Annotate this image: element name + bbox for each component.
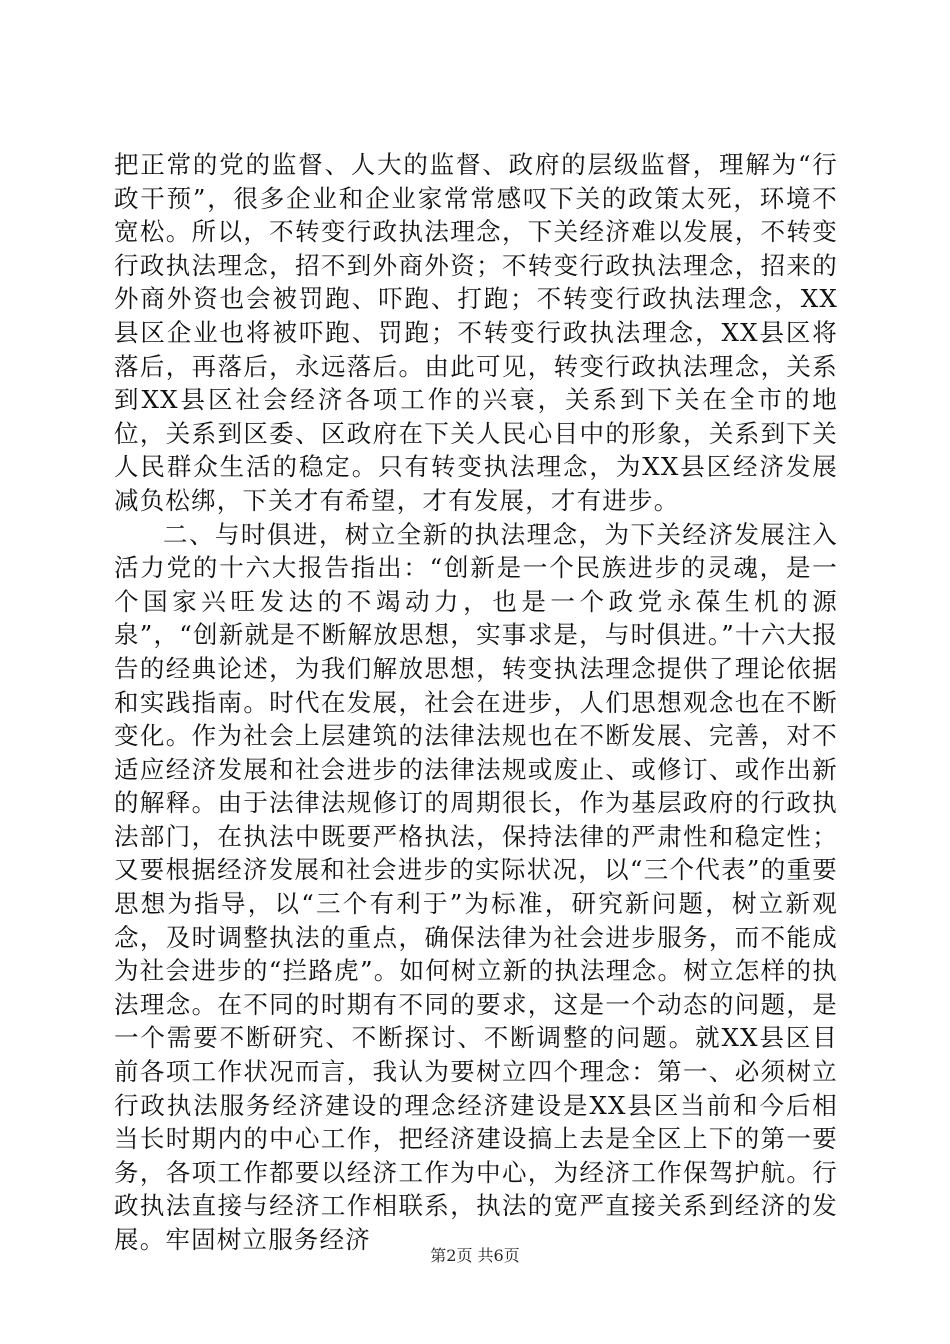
page-footer: 第2页 共6页	[430, 1246, 520, 1265]
paragraph-1: 把正常的党的监督、人大的监督、政府的层级监督，理解为“行政干预”，很多企业和企业家常常感叹下关的政策太死，环境不宽松。所以，不转变行政执法理念，下关经济难以发展，不转变行政执法理念，招不到外商外资；不转变行政执法理念，招来的外商外资也会被罚跑、吓跑、打跑；不转变行政执法理念，XX县区企业也将被吓跑、罚跑；不转变行政执法理念，XX县区将落后，再落后，永远落后。由此可见，转变行政执法理念，关系到XX县区社会经济各项工作的兴衰，关系到下关在全市的地位，关系到区委、区政府在下关人民心目中的形象，关系到下关人民群众生活的稳定。只有转变执法理念，为XX县区经济发展减负松绑，下关才有希望，才有发展，才有进步。	[114, 150, 838, 515]
document-body	[114, 148, 838, 1257]
paragraph-2: 二、与时俱进，树立全新的执法理念，为下关经济发展注入活力党的十六大报告指出：“创新是一个民族进步的灵魂，是一个国家兴旺发达的不竭动力，也是一个政党永葆生机的源泉”，“创新就是不断解放思想，实事求是，与时俱进。”十六大报告的经典论述，为我们解放思想，转变执法理念提供了理论依据和实践指南。时代在发展，社会在进步，人们思想观念也在不断变化。作为社会上层建筑的法律法规也在不断发展、完善，对不适应经济发展和社会进步的法律法规或废止、或修订、或作出新的解释。由于法律法规修订的周期很长，作为基层政府的行政执法部门，在执法中既要严格执法，保持法律的严肃性和稳定性；又要根据经济发展和社会进步的实际状况，以“三个代表”的重要思想为指导，以“三个有利于”为标准，研究新问题，树立新观念，及时调整执法的重点，确保法律为社会进步服务，而不能成为社会进步的“拦路虎”。如何树立新的执法理念。树立怎样的执法理念。在不同的时期有不同的要求，这是一个动态的问题，是一个需要不断研究、不断探讨、不断调整的问题。就XX县区目前各项工作状况而言，我认为要树立四个理念：第一、必须树立行政执法服务经济建设的理念经济建设是XX县区当前和今后相当长时期内的中心工作，把经济建设搞上去是全区上下的第一要务，各项工作都要以经济工作为中心，为经济工作保驾护航。行政执法直接与经济工作相联系，执法的宽严直接关系到经济的发展。牢固树立服务经济	[114, 519, 838, 1254]
